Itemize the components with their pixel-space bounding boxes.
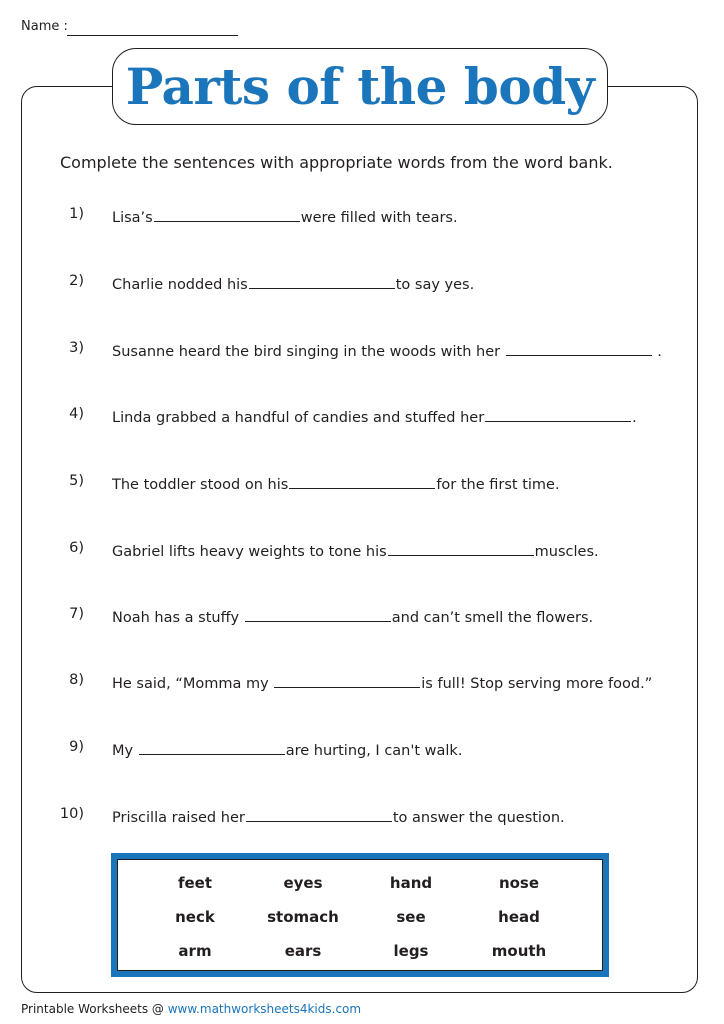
question-text-after: to answer the question. [392,810,565,826]
question-item [0,606,724,630]
answer-blank[interactable] [388,540,534,556]
instructions: Complete the sentences with appropriate words from the word bank. [60,153,613,172]
question-number: 4) [69,406,84,422]
question-number: 6) [69,540,84,556]
question-number: 1) [69,206,84,222]
question-text-before: Linda grabbed a handful of candies and stuffed her [112,410,485,426]
question-text-after: . [632,410,637,426]
word-bank-word: hand [389,874,433,892]
name-field-line[interactable] [67,35,238,36]
answer-blank[interactable] [274,672,420,688]
answer-blank[interactable] [506,340,652,356]
title-banner [112,48,608,125]
question-number: 3) [69,340,84,356]
word-bank-word: stomach [267,908,339,926]
word-bank-word: ears [284,942,322,960]
question-number: 5) [69,473,84,489]
word-bank-word: nose [498,874,540,892]
question-text-after: . [657,344,662,360]
word-bank-row [118,874,602,894]
question-item [0,206,724,230]
question-item [0,340,724,364]
question-item [0,672,724,696]
word-bank-word: head [498,908,540,926]
question-text-after: are hurting, I can't walk. [285,743,463,759]
word-bank-word: legs [393,942,429,960]
question-text-after: for the first time. [436,477,560,493]
question-text-after: is full! Stop serving more food.” [421,676,653,692]
page-title: Parts of the body [125,57,595,116]
question-text-before: My [112,743,134,759]
question-text-after: to say yes. [395,277,475,293]
question-number: 9) [69,739,84,755]
word-bank-row [118,908,602,928]
question-text-before: He said, “Momma my [112,676,269,692]
question-item [0,739,724,763]
question-item [0,806,724,830]
answer-blank[interactable] [249,273,395,289]
question-text-after: and can’t smell the flowers. [391,610,594,626]
question-number: 2) [69,273,84,289]
answer-blank[interactable] [246,806,392,822]
word-bank [111,853,609,977]
question-item [0,540,724,564]
word-bank-row [118,942,602,962]
question-text-before: Noah has a stuffy [112,610,240,626]
question-text-before: Gabriel lifts heavy weights to tone his [112,544,387,560]
question-text-before: Susanne heard the bird singing in the woods with her [112,344,501,360]
question-text-before: Lisa’s [112,210,153,226]
word-bank-word: feet [177,874,213,892]
word-bank-word: neck [175,908,215,926]
word-bank-inner [117,859,603,971]
footer [21,1002,361,1016]
answer-blank[interactable] [485,406,631,422]
answer-blank[interactable] [289,473,435,489]
word-bank-word: arm [178,942,212,960]
question-text-after: were filled with tears. [300,210,458,226]
question-item [0,273,724,297]
name-label: Name : [21,19,68,34]
question-item [0,473,724,497]
word-bank-word: mouth [491,942,547,960]
footer-link[interactable]: www.mathworksheets4kids.com [167,1002,362,1016]
question-text-before: Priscilla raised her [112,810,245,826]
question-item [0,406,724,430]
answer-blank[interactable] [154,206,300,222]
word-bank-word: see [396,908,426,926]
answer-blank[interactable] [245,606,391,622]
question-number: 10) [59,806,84,822]
footer-label: Printable Worksheets @ [21,1002,164,1016]
question-text-after: muscles. [534,544,599,560]
question-number: 7) [69,606,84,622]
word-bank-word: eyes [283,874,323,892]
question-text-before: Charlie nodded his [112,277,248,293]
question-number: 8) [69,672,84,688]
answer-blank[interactable] [139,739,285,755]
question-text-before: The toddler stood on his [112,477,289,493]
